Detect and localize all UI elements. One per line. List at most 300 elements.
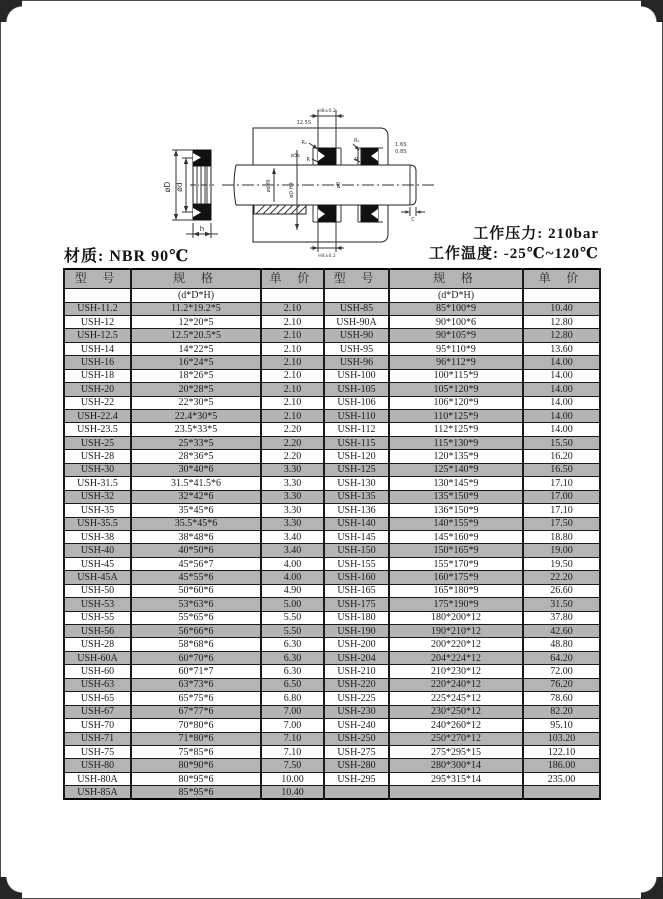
model-cell: USH-160	[324, 571, 389, 584]
spec-cell: 200*220*12	[389, 638, 523, 651]
spec-cell: 60*71*7	[131, 665, 261, 678]
price-cell: 6.30	[261, 651, 324, 664]
spec-cell: 14*22*5	[131, 342, 261, 355]
dim-label-surface: 12.5S	[296, 120, 311, 126]
model-cell: USH-155	[324, 557, 389, 570]
model-cell: USH-63	[64, 678, 131, 691]
spec-cell: 240*260*12	[389, 719, 523, 732]
spec-cell: 40*50*6	[131, 544, 261, 557]
model-cell: USH-295	[324, 772, 389, 785]
spec-cell: 280*300*14	[389, 759, 523, 772]
installation-section	[222, 110, 436, 252]
col-header-spec: 规 格	[389, 269, 523, 288]
price-cell: 14.00	[523, 423, 600, 436]
spec-cell: 32*42*6	[131, 490, 261, 503]
price-cell: 4.00	[261, 571, 324, 584]
table-subheader-row	[64, 288, 600, 302]
spec-cell: 60*70*6	[131, 651, 261, 664]
spec-cell: 50*60*6	[131, 584, 261, 597]
price-cell: 78.60	[523, 692, 600, 705]
spec-cell: 145*160*9	[389, 530, 523, 543]
price-cell: 14.00	[523, 383, 600, 396]
spec-cell: 31.5*41.5*6	[131, 477, 261, 490]
spec-cell: 65*75*6	[131, 692, 261, 705]
model-cell: USH-30	[64, 463, 131, 476]
price-cell: 4.90	[261, 584, 324, 597]
corner-mark	[0, 877, 22, 899]
spec-cell: 22*30*5	[131, 396, 261, 409]
model-cell: USH-180	[324, 611, 389, 624]
spec-cell: 275*295*15	[389, 745, 523, 758]
table-row	[64, 490, 600, 503]
spec-cell: 115*130*9	[389, 436, 523, 449]
spec-cell: 12*20*5	[131, 315, 261, 328]
price-cell: 2.10	[261, 383, 324, 396]
price-cell: 2.10	[261, 302, 324, 315]
table-row	[64, 772, 600, 785]
model-cell: USH-75	[64, 745, 131, 758]
model-cell: USH-112	[324, 423, 389, 436]
dim-label-r-right: R	[355, 157, 359, 163]
model-cell: USH-28	[64, 638, 131, 651]
spec-cell: 85*100*9	[389, 302, 523, 315]
price-cell: 19.50	[523, 557, 600, 570]
spec-cell: 210*230*12	[389, 665, 523, 678]
price-cell: 103.20	[523, 732, 600, 745]
model-cell: USH-60A	[64, 651, 131, 664]
dim-label-small-finish: ø3s	[291, 153, 300, 159]
spec-cell: 90*105*9	[389, 329, 523, 342]
price-cell: 6.50	[261, 678, 324, 691]
price-cell: 10.00	[261, 772, 324, 785]
price-cell: 4.00	[261, 557, 324, 570]
price-cell: 82.20	[523, 705, 600, 718]
spec-cell: 100*115*9	[389, 369, 523, 382]
subheader-spec-unit: (d*D*H)	[131, 288, 261, 302]
table-row	[64, 557, 600, 570]
price-cell: 7.10	[261, 745, 324, 758]
model-cell: USH-106	[324, 396, 389, 409]
spec-cell: 204*224*12	[389, 651, 523, 664]
price-cell: 3.30	[261, 490, 324, 503]
corner-mark	[641, 0, 663, 22]
price-cell: 2.20	[261, 450, 324, 463]
table-row	[64, 504, 600, 517]
price-cell: 72.00	[523, 665, 600, 678]
table-header-row	[64, 269, 600, 288]
price-cell: 14.00	[523, 356, 600, 369]
model-cell: USH-23.5	[64, 423, 131, 436]
model-cell: USH-115	[324, 436, 389, 449]
model-cell: USH-90	[324, 329, 389, 342]
model-cell: USH-16	[64, 356, 131, 369]
table-row	[64, 638, 600, 651]
spec-cell: 80*90*6	[131, 759, 261, 772]
table-row	[64, 450, 600, 463]
price-cell: 31.50	[523, 598, 600, 611]
col-header-price: 单 价	[523, 269, 600, 288]
dim-label-h: h	[199, 225, 205, 233]
table-row	[64, 544, 600, 557]
spec-cell: 18*26*5	[131, 369, 261, 382]
dim-label-finish2: 0.8S	[395, 149, 407, 155]
price-cell: 7.00	[261, 705, 324, 718]
price-cell: 12.80	[523, 315, 600, 328]
spec-cell: 105*120*9	[389, 383, 523, 396]
spec-cell: 225*245*12	[389, 692, 523, 705]
table-row	[64, 665, 600, 678]
spec-cell: 295*315*14	[389, 772, 523, 785]
model-cell: USH-18	[64, 369, 131, 382]
spec-cell: 112*125*9	[389, 423, 523, 436]
model-cell: USH-135	[324, 490, 389, 503]
dim-label-bore-D: øD H9	[289, 182, 295, 198]
col-header-price: 单 价	[261, 269, 324, 288]
dim-label-id: ød	[175, 182, 184, 192]
model-cell: USH-45A	[64, 571, 131, 584]
table-row	[64, 705, 600, 718]
spec-cell: 90*100*6	[389, 315, 523, 328]
model-cell: USH-175	[324, 598, 389, 611]
price-cell: 16.50	[523, 463, 600, 476]
model-cell: USH-65	[64, 692, 131, 705]
model-cell: USH-105	[324, 383, 389, 396]
price-cell: 6.30	[261, 665, 324, 678]
model-cell: USH-90A	[324, 315, 389, 328]
dim-label-groove-top: H8±0.2	[318, 109, 336, 114]
price-cell: 17.50	[523, 517, 600, 530]
spec-cell: 53*63*6	[131, 598, 261, 611]
spec-cell: 180*200*12	[389, 611, 523, 624]
table-row	[64, 423, 600, 436]
spec-cell: 12.5*20.5*5	[131, 329, 261, 342]
price-cell: 10.40	[523, 302, 600, 315]
spec-cell: 110*125*9	[389, 410, 523, 423]
price-cell: 22.20	[523, 571, 600, 584]
table-row	[64, 745, 600, 758]
table-row	[64, 329, 600, 342]
price-cell: 3.30	[261, 517, 324, 530]
model-cell: USH-225	[324, 692, 389, 705]
price-cell: 2.20	[261, 423, 324, 436]
seal-cross-section	[172, 150, 218, 238]
model-cell: USH-200	[324, 638, 389, 651]
price-cell: 18.80	[523, 530, 600, 543]
spec-cell: 55*65*6	[131, 611, 261, 624]
price-cell: 2.10	[261, 396, 324, 409]
price-cell: 14.00	[523, 396, 600, 409]
spec-cell: 160*175*9	[389, 571, 523, 584]
table-row	[64, 651, 600, 664]
price-cell: 26.60	[523, 584, 600, 597]
model-cell: USH-20	[64, 383, 131, 396]
table-row	[64, 530, 600, 543]
model-cell: USH-145	[324, 530, 389, 543]
model-cell: USH-71	[64, 732, 131, 745]
model-cell: USH-96	[324, 356, 389, 369]
price-cell: 10.40	[261, 786, 324, 799]
spec-cell: 230*250*12	[389, 705, 523, 718]
model-cell: USH-35	[64, 504, 131, 517]
model-cell: USH-55	[64, 611, 131, 624]
dim-label-finish1: 1.6S	[395, 142, 407, 148]
model-cell: USH-210	[324, 665, 389, 678]
spec-cell: 190*210*12	[389, 625, 523, 638]
model-cell: USH-14	[64, 342, 131, 355]
table-row	[64, 315, 600, 328]
subheader-blank	[324, 288, 389, 302]
seal-technical-drawing	[148, 90, 450, 266]
model-cell: USH-95	[324, 342, 389, 355]
price-cell: 186.00	[523, 759, 600, 772]
model-cell: USH-45	[64, 557, 131, 570]
spec-cell: 20*28*5	[131, 383, 261, 396]
price-cell: 2.10	[261, 342, 324, 355]
dim-label-rod-d: ød f9	[266, 179, 272, 193]
price-cell: 37.80	[523, 611, 600, 624]
working-conditions	[429, 224, 599, 264]
price-cell: 235.00	[523, 772, 600, 785]
section-hatching	[254, 205, 306, 214]
model-cell: USH-120	[324, 450, 389, 463]
model-cell	[324, 786, 389, 799]
model-cell: USH-67	[64, 705, 131, 718]
spec-cell: 45*56*7	[131, 557, 261, 570]
price-cell: 17.10	[523, 477, 600, 490]
model-cell: USH-230	[324, 705, 389, 718]
spec-cell: 140*155*9	[389, 517, 523, 530]
spec-cell: 58*68*6	[131, 638, 261, 651]
dim-label-chamfer: C	[411, 217, 415, 223]
price-cell: 3.30	[261, 463, 324, 476]
table-row	[64, 383, 600, 396]
model-cell: USH-125	[324, 463, 389, 476]
table-row	[64, 759, 600, 772]
spec-cell: 28*36*5	[131, 450, 261, 463]
model-cell: USH-70	[64, 719, 131, 732]
price-cell: 42.60	[523, 625, 600, 638]
spec-cell: 95*110*9	[389, 342, 523, 355]
model-cell: USH-31.5	[64, 477, 131, 490]
spec-cell: 250*270*12	[389, 732, 523, 745]
spec-cell: 96*112*9	[389, 356, 523, 369]
spec-cell: 150*165*9	[389, 544, 523, 557]
price-cell: 12.80	[523, 329, 600, 342]
model-cell: USH-165	[324, 584, 389, 597]
price-cell: 16.20	[523, 450, 600, 463]
price-cell: 7.00	[261, 719, 324, 732]
spec-cell: 16*24*5	[131, 356, 261, 369]
price-cell: 2.20	[261, 436, 324, 449]
table-row	[64, 396, 600, 409]
dim-label-groove-bottom: H4±0.2	[318, 254, 336, 259]
col-header-spec: 规 格	[131, 269, 261, 288]
model-cell: USH-25	[64, 436, 131, 449]
dim-label-bore-b: øB	[336, 181, 342, 189]
model-cell: USH-28	[64, 450, 131, 463]
table-row	[64, 356, 600, 369]
col-header-model: 型 号	[324, 269, 389, 288]
price-cell: 19.00	[523, 544, 600, 557]
model-cell: USH-22	[64, 396, 131, 409]
model-cell: USH-130	[324, 477, 389, 490]
subheader-blank	[523, 288, 600, 302]
model-cell: USH-40	[64, 544, 131, 557]
model-cell: USH-56	[64, 625, 131, 638]
price-cell: 2.10	[261, 369, 324, 382]
spec-cell: 75*85*6	[131, 745, 261, 758]
spec-cell: 135*150*9	[389, 490, 523, 503]
model-cell: USH-80A	[64, 772, 131, 785]
price-cell: 5.50	[261, 611, 324, 624]
corner-mark	[0, 0, 22, 22]
model-cell: USH-32	[64, 490, 131, 503]
model-cell: USH-250	[324, 732, 389, 745]
dim-label-r1-right: R₁	[354, 138, 360, 144]
spec-cell: 22.4*30*5	[131, 410, 261, 423]
table-row	[64, 571, 600, 584]
price-cell: 2.10	[261, 410, 324, 423]
model-cell: USH-53	[64, 598, 131, 611]
spec-cell: 130*145*9	[389, 477, 523, 490]
subheader-spec-unit: (d*D*H)	[389, 288, 523, 302]
dim-label-r1-left: R₁	[301, 140, 307, 146]
spec-cell: 35*45*6	[131, 504, 261, 517]
spec-cell: 120*135*9	[389, 450, 523, 463]
spec-cell: 85*95*6	[131, 786, 261, 799]
table-row	[64, 463, 600, 476]
spec-cell: 175*190*9	[389, 598, 523, 611]
model-cell: USH-80	[64, 759, 131, 772]
price-cell: 6.30	[261, 638, 324, 651]
table-row	[64, 436, 600, 449]
model-cell: USH-60	[64, 665, 131, 678]
price-cell: 7.50	[261, 759, 324, 772]
table-row	[64, 786, 600, 799]
model-cell: USH-38	[64, 530, 131, 543]
table-row	[64, 719, 600, 732]
subheader-blank	[261, 288, 324, 302]
price-cell: 5.00	[261, 598, 324, 611]
model-cell: USH-275	[324, 745, 389, 758]
spec-cell: 165*180*9	[389, 584, 523, 597]
price-cell	[523, 786, 600, 799]
price-cell: 48.80	[523, 638, 600, 651]
table-row	[64, 678, 600, 691]
spec-cell: 155*170*9	[389, 557, 523, 570]
spec-cell: 125*140*9	[389, 463, 523, 476]
price-cell: 2.10	[261, 329, 324, 342]
price-table	[63, 268, 601, 800]
price-cell: 17.10	[523, 504, 600, 517]
price-cell: 6.80	[261, 692, 324, 705]
model-cell: USH-280	[324, 759, 389, 772]
spec-cell: 67*77*6	[131, 705, 261, 718]
table-row	[64, 517, 600, 530]
table-row	[64, 410, 600, 423]
subheader-blank	[64, 288, 131, 302]
price-cell: 3.40	[261, 544, 324, 557]
table-row	[64, 611, 600, 624]
model-cell: USH-22.4	[64, 410, 131, 423]
price-cell: 17.00	[523, 490, 600, 503]
price-cell: 95.10	[523, 719, 600, 732]
spec-cell: 71*80*6	[131, 732, 261, 745]
price-cell: 76.20	[523, 678, 600, 691]
spec-cell: 70*80*6	[131, 719, 261, 732]
table-row	[64, 369, 600, 382]
price-cell: 3.30	[261, 477, 324, 490]
price-cell: 5.50	[261, 625, 324, 638]
model-cell: USH-136	[324, 504, 389, 517]
table-row	[64, 584, 600, 597]
spec-cell: 45*55*6	[131, 571, 261, 584]
working-pressure-label: 工作压力: 210bar	[473, 226, 599, 242]
model-cell: USH-50	[64, 584, 131, 597]
model-cell: USH-12.5	[64, 329, 131, 342]
price-cell: 2.10	[261, 356, 324, 369]
model-cell: USH-204	[324, 651, 389, 664]
table-row	[64, 692, 600, 705]
working-temperature-label: 工作温度: -25℃~120℃	[429, 246, 599, 262]
price-cell: 3.40	[261, 530, 324, 543]
spec-cell: 30*40*6	[131, 463, 261, 476]
spec-cell	[389, 786, 523, 799]
dim-label-r-left: R	[306, 157, 310, 163]
spec-cell: 106*120*9	[389, 396, 523, 409]
spec-cell: 11.2*19.2*5	[131, 302, 261, 315]
model-cell: USH-11.2	[64, 302, 131, 315]
spec-cell: 23.5*33*5	[131, 423, 261, 436]
model-cell: USH-12	[64, 315, 131, 328]
price-cell: 14.00	[523, 410, 600, 423]
table-row	[64, 732, 600, 745]
table-row	[64, 477, 600, 490]
table-body	[64, 302, 600, 799]
spec-cell: 63*73*6	[131, 678, 261, 691]
spec-cell: 220*240*12	[389, 678, 523, 691]
model-cell: USH-110	[324, 410, 389, 423]
price-cell: 7.10	[261, 732, 324, 745]
model-cell: USH-100	[324, 369, 389, 382]
price-cell: 14.00	[523, 369, 600, 382]
price-cell: 13.60	[523, 342, 600, 355]
spec-cell: 25*33*5	[131, 436, 261, 449]
model-cell: USH-35.5	[64, 517, 131, 530]
price-cell: 64.20	[523, 651, 600, 664]
spec-cell: 56*66*6	[131, 625, 261, 638]
model-cell: USH-190	[324, 625, 389, 638]
corner-mark	[641, 877, 663, 899]
price-cell: 122.10	[523, 745, 600, 758]
model-cell: USH-140	[324, 517, 389, 530]
spec-cell: 136*150*9	[389, 504, 523, 517]
material-label: 材质: NBR 90℃	[64, 248, 190, 265]
model-cell: USH-240	[324, 719, 389, 732]
model-cell: USH-85A	[64, 786, 131, 799]
model-cell: USH-150	[324, 544, 389, 557]
table-row	[64, 342, 600, 355]
price-cell: 2.10	[261, 315, 324, 328]
model-cell: USH-220	[324, 678, 389, 691]
spec-cell: 35.5*45*6	[131, 517, 261, 530]
col-header-model: 型 号	[64, 269, 131, 288]
table-row	[64, 302, 600, 315]
price-cell: 15.50	[523, 436, 600, 449]
spec-cell: 80*95*6	[131, 772, 261, 785]
model-cell: USH-85	[324, 302, 389, 315]
table-row	[64, 625, 600, 638]
